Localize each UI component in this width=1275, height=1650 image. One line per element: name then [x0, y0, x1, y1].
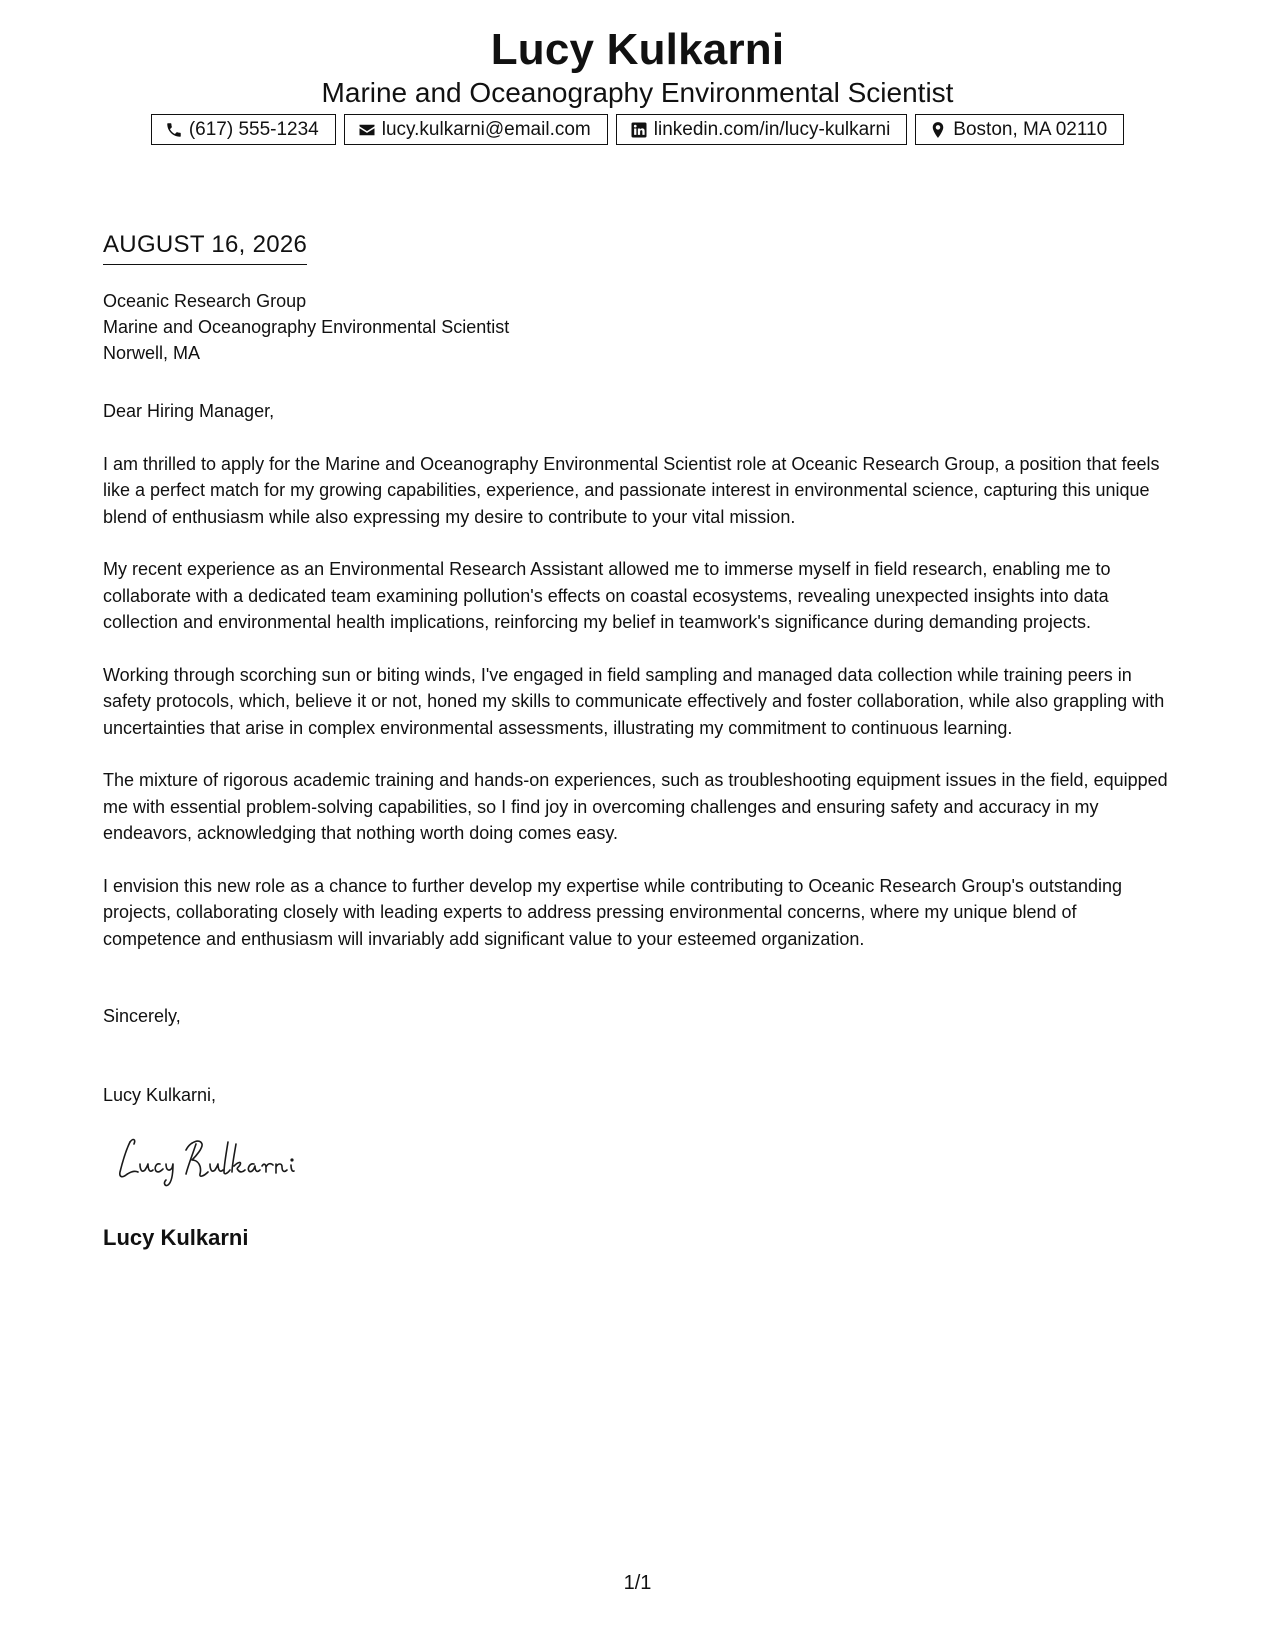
recipient-position: Marine and Oceanography Environmental Scientist — [103, 317, 510, 337]
body-paragraph: I am thrilled to apply for the Marine and Oceanography Environmental Scientist role at Oceanic Research Group, a position that feels like a perfect match for my growing capabilities, experience, and passionate interest in environmental science, capturing this unique blend of enthusiasm while also expressing my desire to contribute to your vital mission. — [103, 453, 1160, 527]
page-number: 1/1 — [623, 1572, 652, 1594]
phone-icon — [164, 120, 184, 140]
handwritten-signature — [116, 1130, 356, 1190]
contact-location[interactable] — [915, 114, 1124, 145]
salutation: Dear Hiring Manager, — [103, 401, 275, 421]
recipient-location: Norwell, MA — [103, 343, 201, 363]
body-paragraph: My recent experience as an Environmental Research Assistant allowed me to immerse myself in field research, enabling me to collaborate with a dedicated team examining pollution's effects on coastal ecosystems, revealing unexpected insights into data collection and environmental health implications, reinforcing my belief in teamwork's significance during demanding projects. — [103, 559, 1111, 632]
signoff-name: Lucy Kulkarni, — [103, 1085, 217, 1105]
letter-body — [103, 398, 1173, 978]
linkedin-icon — [629, 120, 649, 140]
applicant-title: Marine and Oceanography Environmental Scientist — [321, 77, 954, 108]
body-paragraph: I envision this new role as a chance to further develop my expertise while contributing to Oceanic Research Group's outstanding projects, collaborating closely with leading experts to address pressing environmental concerns, where my unique blend of competence and enthusiasm will invariably add significant value to your esteemed organization. — [103, 875, 1122, 949]
envelope-icon — [357, 120, 377, 140]
contact-bar — [0, 114, 1275, 145]
email-text: lucy.kulkarni@email.com — [381, 118, 591, 140]
contact-email[interactable] — [344, 114, 608, 145]
contact-linkedin[interactable] — [616, 114, 908, 145]
map-pin-icon — [928, 120, 948, 140]
body-paragraph: The mixture of rigorous academic training and hands-on experiences, such as troubleshooting equipment issues in the field, equipped me with essential problem-solving capabilities, so I find joy in overcoming challenges and ensuring safety and accuracy in my endeavors, acknowledging that nothing worth doing comes easy. — [103, 770, 1168, 843]
printed-name: Lucy Kulkarni — [103, 1225, 249, 1250]
letter-date: AUGUST 16, 2026 — [103, 230, 307, 265]
location-text: Boston, MA 02110 — [953, 118, 1108, 140]
contact-phone[interactable] — [151, 114, 336, 145]
recipient-block — [103, 288, 509, 366]
letter-header — [0, 24, 1275, 110]
applicant-name: Lucy Kulkarni — [490, 25, 785, 74]
recipient-company: Oceanic Research Group — [103, 291, 307, 311]
phone-text: (617) 555-1234 — [188, 118, 319, 140]
closing-line: Sincerely, — [103, 1006, 181, 1026]
body-paragraph: Working through scorching sun or biting winds, I've engaged in field sampling and managed data collection while training peers in safety protocols, which, believe it or not, honed my skills to communicate effectively and foster collaboration, while also grappling with uncertainties that arise in complex environmental assessments, illustrating my commitment to continuous learning. — [103, 664, 1165, 738]
linkedin-text: linkedin.com/in/lucy-kulkarni — [653, 118, 891, 140]
